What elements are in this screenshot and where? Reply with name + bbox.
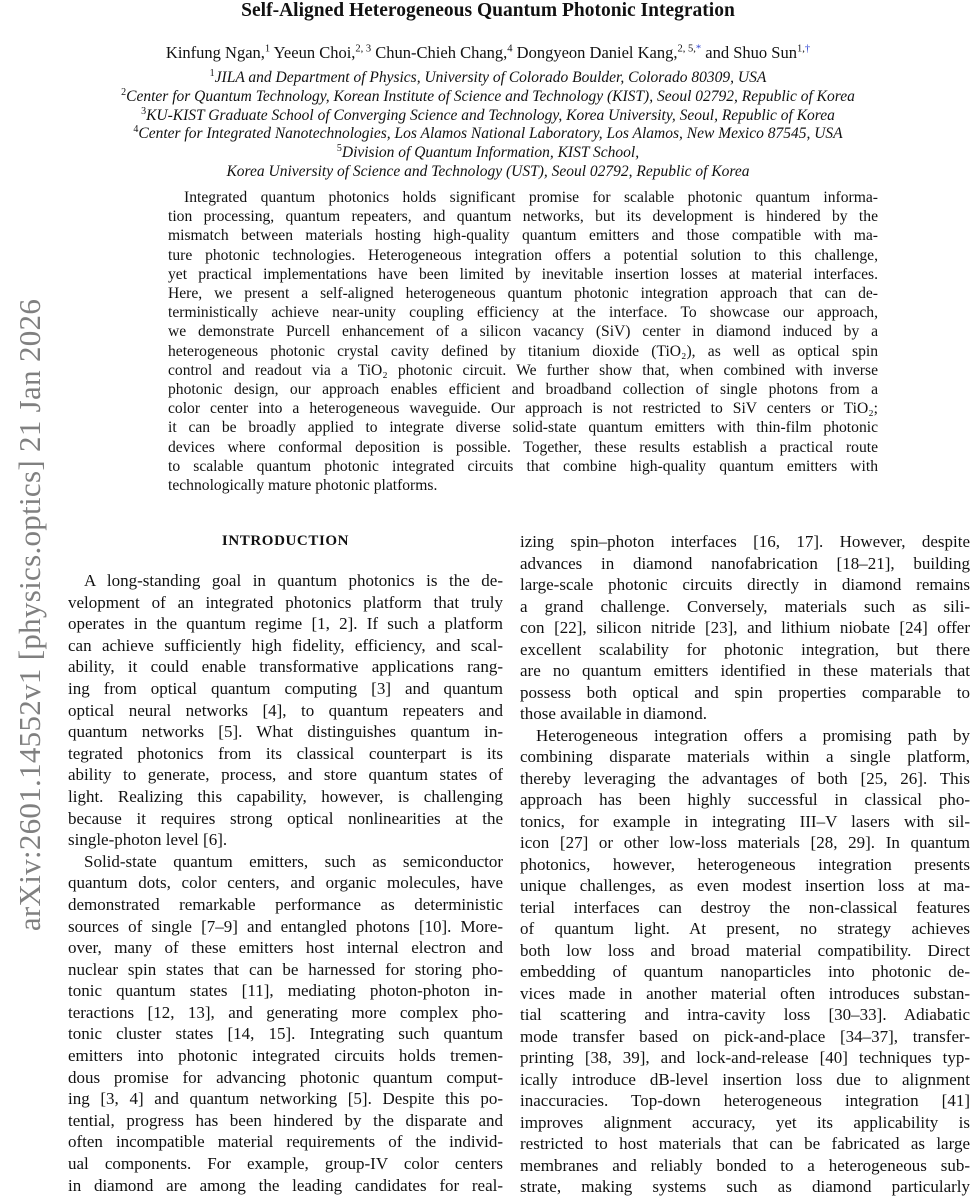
author-affiliation-marker: 2, 3 (355, 43, 372, 55)
text-line: ically introduce dB-level insertion loss due to alignment (520, 1069, 970, 1089)
text-line: tegrated photonics from its classical counterpart is its (68, 743, 503, 763)
author-list (0, 42, 976, 64)
paragraph (520, 531, 970, 725)
abstract-line: tion processing, quantum repeaters, and quantum networks, but its development is hindered by the (168, 208, 878, 226)
abstract (168, 188, 878, 495)
text-line: restricted to host materials that can be fabricated as large (520, 1134, 970, 1153)
text-line: quantum networks [5]. What distinguishes quantum in- (68, 722, 503, 742)
text-line: thereby leveraging the advantages of both [25, 26]. This (520, 768, 970, 788)
text-line: combining disparate materials within a single platform, (520, 747, 970, 766)
author-affiliation-marker: 1, (796, 43, 805, 55)
text-line: terial interfaces can destroy the non-classical features (520, 897, 970, 917)
left-column-text (68, 570, 503, 1196)
affiliation (0, 125, 976, 144)
affiliation-text: Korea University of Science and Technology (UST), Seoul 02792, Republic of Korea (226, 162, 750, 180)
text-line: ing [3, 4] and quantum networking [5]. Despite this po- (68, 1089, 503, 1109)
text-line: nuclear spin states that can be harnessed for storing pho- (68, 959, 503, 979)
author-footnote-marker: * (695, 43, 702, 55)
text-line: mode transfer based on pick-and-place [34–37], transfer- (520, 1026, 970, 1046)
text-line: sources of single [7–9] and entangled photons [10]. More- (68, 916, 503, 936)
text-line: ual components. For example, group-IV color centers (68, 1154, 503, 1174)
paragraph (68, 570, 503, 851)
author: Kinfung Ngan, (165, 43, 265, 62)
paragraph (68, 851, 503, 1197)
abstract-line: devices where conformal deposition is possible. Together, these results establish a practical route (168, 438, 878, 456)
text-line: a grand challenge. Conversely, materials such as sili- (520, 596, 970, 616)
text-line: izing spin–photon interfaces [16, 17]. However, despite (520, 532, 970, 551)
text-line: of quantum light. At present, no strategy achieves (520, 919, 970, 938)
author-footnote-marker: † (804, 43, 811, 55)
text-line: unique challenges, as even modest insertion loss at ma- (520, 876, 970, 895)
text-line: vices made in another material often introduces substan- (520, 983, 970, 1003)
affiliation (0, 163, 976, 182)
abstract-line: photonic design, our approach enables efficient and broadband collection of single photons from a (168, 381, 878, 399)
author: Chun-Chieh Chang, (375, 43, 508, 62)
text-line: Heterogeneous integration offers a promising path by (536, 725, 970, 745)
paragraph (520, 725, 970, 1198)
text-line: demonstrated remarkable performance as deterministic (68, 894, 503, 914)
text-line: single-photon level [6]. (68, 830, 228, 850)
text-line: photonics, however, heterogeneous integration presents (520, 854, 970, 874)
text-line: because it requires strong optical nonlinearities at the (68, 808, 503, 828)
text-line: approach has been highly successful in classical pho- (520, 790, 970, 809)
abstract-line: it can be broadly applied to integrate diverse solid-state quantum emitters with thin-film photonic (168, 419, 878, 437)
text-line: large-scale photonic circuits directly in diamond remains (520, 575, 970, 594)
text-line: teractions [12, 13], and generating more complex pho- (68, 1002, 503, 1022)
abstract-line: terministically achieve near-unity coupling efficiency at the interface. To showcase our approach, (168, 304, 878, 322)
author: Yeeun Choi, (273, 43, 356, 62)
abstract-line: technologically mature photonic platforms. (168, 477, 438, 495)
affiliation-number: 4 (133, 124, 139, 136)
affiliation (0, 69, 976, 88)
text-line: icon [27] or other low-loss materials [28, 29]. In quantum (520, 833, 970, 852)
section-heading-introduction: INTRODUCTION (221, 533, 350, 549)
paper-title: Self-Aligned Heterogeneous Quantum Photonic Integration (241, 0, 735, 21)
affiliation-text: KU-KIST Graduate School of Converging Science and Technology, Korea University, Seoul, Republic of Korea (146, 106, 835, 124)
author: and Shuo Sun (705, 43, 797, 62)
text-line: improves alignment accuracy, yet its applicability is (520, 1112, 970, 1132)
abstract-line: mismatch between materials hosting high-quality quantum emitters and those compatible with ma- (168, 227, 878, 245)
text-line: dous promise for advancing photonic quantum comput- (68, 1067, 503, 1087)
text-line: light. Realizing this capability, however, is challenging (68, 786, 503, 806)
affiliation-number: 1 (209, 67, 215, 79)
text-line: Solid-state quantum emitters, such as semiconductor (84, 851, 503, 871)
text-line: tonic quantum states [11], mediating photon-photon in- (68, 981, 503, 1001)
text-line: embedding of quantum nanoparticles into photonic de- (520, 962, 970, 981)
abstract-line: yet practical implementations have been limited by inevitable insertion losses at material interfaces. (168, 265, 878, 283)
text-line: tonics, for example in integrating III–V lasers with sil- (520, 811, 970, 831)
right-column-text (520, 531, 970, 1198)
author-affiliation-marker: 1 (264, 43, 271, 55)
affiliation-number: 5 (336, 143, 342, 155)
text-line: printing [38, 39], and lock-and-release [40] techniques typ- (520, 1048, 970, 1067)
affiliation (0, 88, 976, 107)
text-line: emitters into photonic integrated circuits holds tremen- (68, 1046, 503, 1066)
affiliation-text: Division of Quantum Information, KIST School, (341, 144, 640, 162)
text-line: both low loss and broad material compatibility. Direct (520, 940, 970, 960)
author-affiliation-marker: 2, 5, (677, 43, 696, 55)
abstract-line: control and readout via a TiO₂ photonic circuit. We further show that, when combined with inverse (168, 361, 878, 379)
affiliation-list (0, 69, 976, 182)
text-line: excellent scalability for photonic integration, but there (520, 639, 970, 659)
text-line: ing from optical quantum computing [3] and quantum (68, 678, 503, 698)
affiliation-number: 3 (141, 105, 147, 117)
text-line: con [22], silicon nitride [23], and lithium niobate [24] offer (520, 618, 970, 637)
text-line: ability, it could enable transformative applications rang- (68, 657, 503, 677)
text-line: tonic cluster states [14, 15]. Integrating such quantum (68, 1024, 503, 1044)
text-line: ability to generate, process, and store quantum states of (68, 765, 503, 785)
abstract-line: we demonstrate Purcell enhancement of a silicon vacancy (SiV) center in diamond induced by a (168, 323, 878, 341)
text-line: velopment of an integrated photonics platform that truly (68, 592, 503, 612)
text-line: in diamond are among the leading candidates for real- (68, 1175, 503, 1195)
affiliation-text: Center for Integrated Nanotechnologies, Los Alamos National Laboratory, Los Alamos, New Mexico 87545, USA (138, 125, 843, 143)
abstract-line: Here, we present a self-aligned heterogeneous quantum photonic integration approach that can de- (168, 285, 878, 303)
affiliation-text: JILA and Department of Physics, University of Colorado Boulder, Colorado 80309, USA (214, 69, 767, 86)
text-line: inaccuracies. Top-down heterogeneous integration [41] (520, 1091, 970, 1110)
affiliation (0, 144, 976, 163)
text-line: those available in diamond. (520, 704, 707, 723)
text-line: possess both optical and spin properties comparable to (520, 682, 970, 702)
affiliation-text: Center for Quantum Technology, Korean Institute of Science and Technology (KIST), Seoul 02792, Republic of Korea (126, 87, 855, 105)
text-line: strate, making systems such as diamond particularly (520, 1177, 970, 1196)
text-line: A long-standing goal in quantum photonics is the de- (84, 571, 503, 590)
text-line: membranes and reliably bonded to a heterogeneous sub- (520, 1155, 970, 1175)
text-line: over, many of these emitters host internal electron and (68, 938, 503, 958)
affiliation-number: 2 (121, 86, 127, 98)
author: Dongyeon Daniel Kang, (516, 43, 678, 62)
text-line: can achieve sufficiently high fidelity, efficiency, and scal- (68, 635, 503, 655)
abstract-line: heterogeneous photonic crystal cavity defined by titanium dioxide (TiO₂), as well as optical spin (168, 342, 878, 360)
text-line: often incompatible material requirements of the individ- (68, 1132, 503, 1152)
abstract-line: to scalable quantum photonic integrated circuits that combine high-quality quantum emitters with (168, 457, 878, 475)
text-line: advances in diamond nanofabrication [18–21], building (520, 553, 970, 573)
arxiv-stamp: arXiv:2601.14552v1 [physics.optics] 21 Jan 2026 (12, 298, 47, 932)
text-line: tial scattering and intra-cavity loss [30–33]. Adiabatic (520, 1005, 970, 1024)
text-line: quantum dots, color centers, and organic molecules, have (68, 873, 503, 893)
text-line: optical neural networks [4], to quantum repeaters and (68, 700, 503, 720)
abstract-line: color center into a heterogeneous waveguide. Our approach is not restricted to SiV centers or TiO₂; (168, 400, 878, 418)
affiliation (0, 107, 976, 126)
author-affiliation-marker: 4 (507, 43, 513, 55)
text-line: tential, progress has been hindered by the disparate and (68, 1110, 503, 1130)
text-line: operates in the quantum regime [1, 2]. If such a platform (68, 614, 503, 634)
abstract-line: Integrated quantum photonics holds significant promise for scalable photonic quantum informa- (184, 189, 878, 206)
text-line: are no quantum emitters identified in these materials that (520, 661, 970, 680)
abstract-line: ture photonic technologies. Heterogeneous integration offers a potential solution to this challenge, (168, 246, 878, 264)
